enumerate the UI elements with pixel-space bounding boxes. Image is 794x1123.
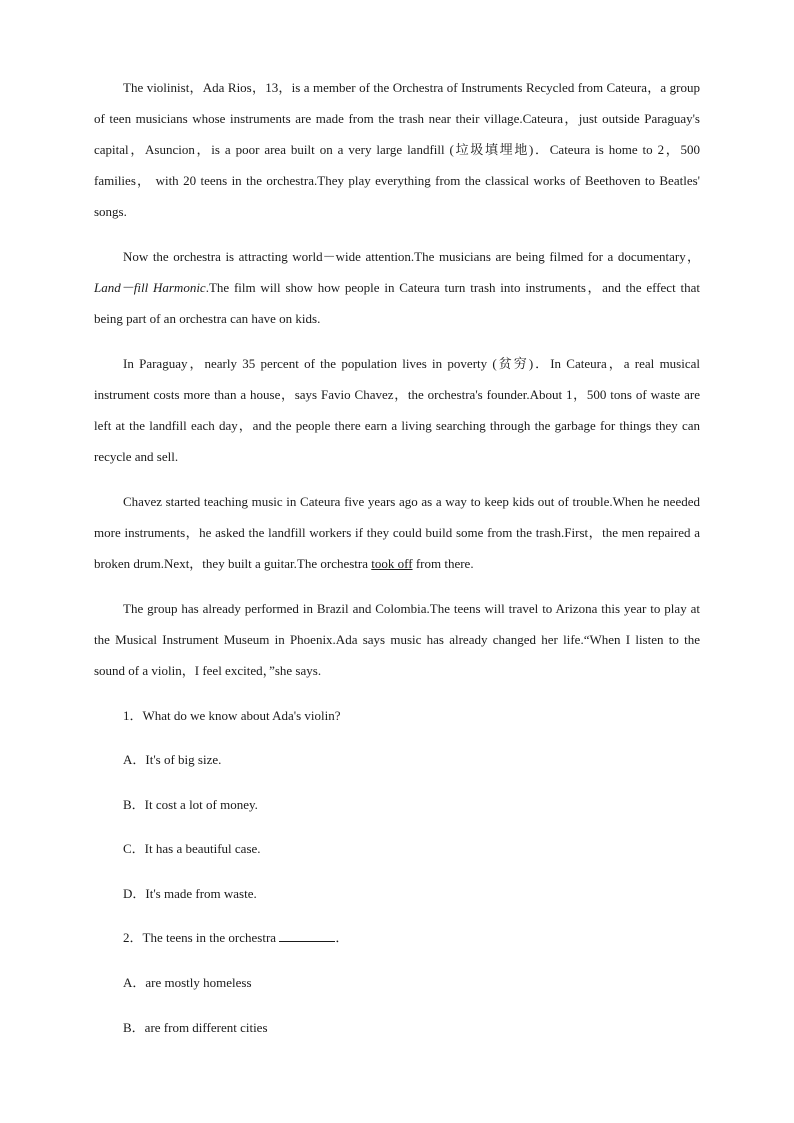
question-2-stem-text: 2．The teens in the orchestra xyxy=(123,930,277,945)
question-1-option-c: C．It has a beautiful case. xyxy=(123,841,261,856)
question-1-option-b: B．It cost a lot of money. xyxy=(123,797,258,812)
answer-blank xyxy=(279,929,335,942)
passage-paragraph-1: The violinist，Ada Rios，13，is a member of the Orchestra of Instruments Recycled from Cateura，a group of teen musicians whose instruments are made from the trash near their village.Cateura，just outside Paraguay's capital，Asuncion，is a poor area built on a very large landfill (垃圾填埋地)．Cateura is home to 2，500 families， with 20 teens in the orchestra.They play everything from the classical works of Beethoven to Beatles' songs. xyxy=(94,80,700,219)
documentary-title: Land－fill Harmonic xyxy=(94,280,206,295)
question-2-stem-end: ． xyxy=(335,930,349,945)
question-1-option-d: D．It's made from waste. xyxy=(123,886,257,901)
question-2-stem xyxy=(123,928,348,948)
passage-paragraph-4 xyxy=(94,486,700,579)
passage-paragraph-2 xyxy=(94,241,700,334)
question-2-option-a: A．are mostly homeless xyxy=(123,975,252,990)
paragraph-4-text-end: from there. xyxy=(412,556,474,571)
question-1-option-a: A．It's of big size. xyxy=(123,752,222,767)
paragraph-2-text-start: Now the orchestra is attracting world－wide attention.The musicians are being filmed for a documentary， xyxy=(123,249,700,264)
passage-paragraph-3: In Paraguay，nearly 35 percent of the population lives in poverty (贫穷)．In Cateura，a real musical instrument costs more than a house，says Favio Chavez，the orchestra's founder.About 1，500 tons of waste are left at the landfill each day，and the people there earn a living searching through the garbage for things they can recycle and sell. xyxy=(94,356,700,464)
question-1-stem: 1．What do we know about Ada's violin? xyxy=(123,708,341,723)
paragraph-2-text-end: .The film will show how people in Cateura turn trash into instruments，and the effect that being part of an orchestra can have on kids. xyxy=(94,280,700,326)
underlined-phrase: took off xyxy=(371,556,413,571)
question-2-option-b: B．are from different cities xyxy=(123,1020,268,1035)
paragraph-4-text-start: Chavez started teaching music in Cateura five years ago as a way to keep kids out of trouble.When he needed more instruments，he asked the landfill workers if they could build some from the trash.First，the men repaired a broken drum.Next，they built a guitar.The orchestra xyxy=(94,494,700,571)
passage-paragraph-5: The group has already performed in Brazil and Colombia.The teens will travel to Arizona this year to play at the Musical Instrument Museum in Phoenix.Ada says music has already changed her life.“When I listen to the sound of a violin，I feel excited，”she says. xyxy=(94,601,700,678)
